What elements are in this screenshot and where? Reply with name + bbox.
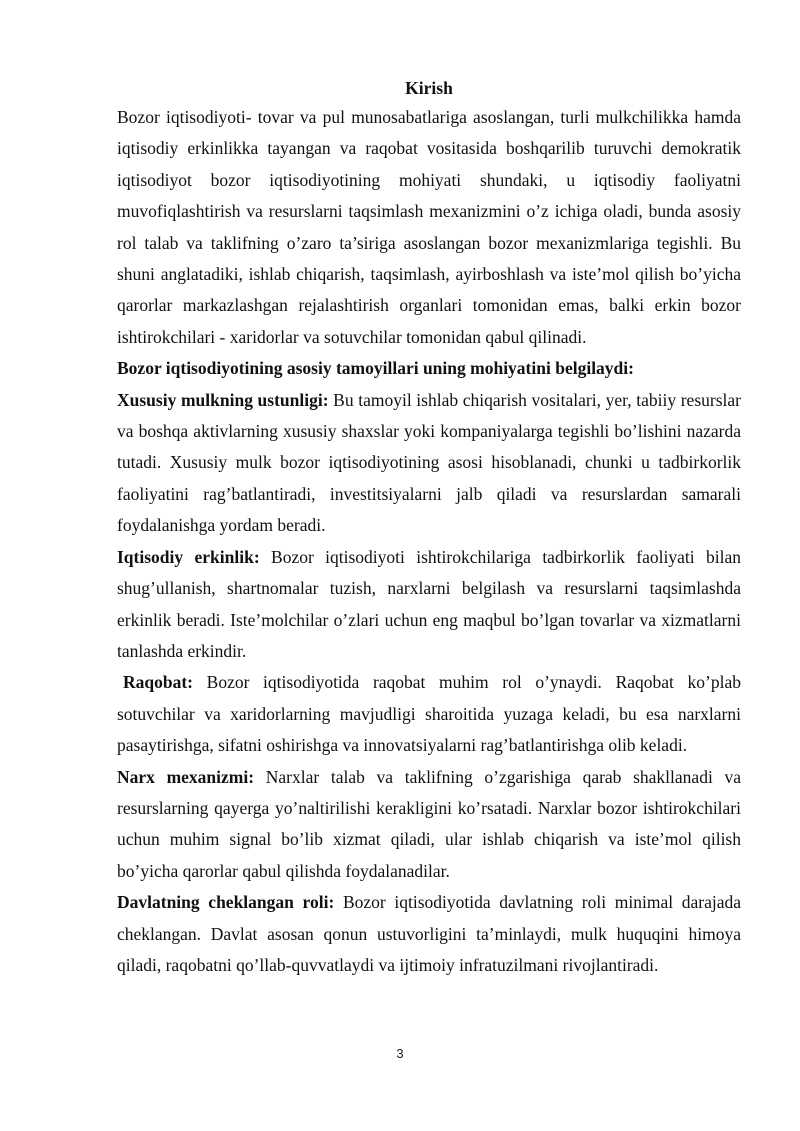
- document-page: [117, 76, 741, 981]
- page-number: 3: [396, 1046, 404, 1061]
- principle-text: Bozor iqtisodiyotida davlatning roli minimal darajada cheklangan. Davlat asosan qonun ustuvorligini ta’minlaydi, mulk huquqini himoya qiladi, raqobatni qo’llab-quvvatlaydi va ijtimoiy infratuzilmani rivojlantiradi.: [117, 892, 741, 975]
- principle-term: Iqtisodiy erkinlik:: [117, 546, 260, 567]
- principle-price-mechanism: [117, 762, 741, 888]
- principle-text: Narxlar talab va taklifning o’zgarishiga qarab shakllanadi va resurslarning qayerga yo’naltirilishi kerakligini ko’rsatadi. Narxlar bozor ishtirokchilari uchun muhim signal bo’lib xizmat qiladi, ular ishlab chiqarish va iste’mol qilish bo’yicha qarorlar qabul qilishda foydalanadilar.: [117, 766, 741, 881]
- principle-text: Bozor iqtisodiyotida raqobat muhim rol o’ynaydi. Raqobat ko’plab sotuvchilar va xaridorlarning mavjudligi sharoitida yuzaga keladi, bu esa narxlarni pasaytirishga, sifatni oshirishga va innovatsiyalarni rag’batlantirishga olib keladi.: [117, 672, 741, 756]
- principles-heading: Bozor iqtisodiyotining asosiy tamoyillari uning mohiyatini belgilaydi:: [117, 358, 634, 379]
- principle-text: Bu tamoyil ishlab chiqarish vositalari, yer, tabiiy resurslar va boshqa aktivlarning xususiy shaxslar yoki kompaniyalarga tegishli bo’lishini nazarda tutadi. Xususiy mulk bozor iqtisodiyotining asosi hisoblanadi, chunki u tadbirkorlik faoliyatini rag’batlantiradi, investitsiyalarni jalb qiladi va resurslardan samarali foydalanishga yordam beradi.: [117, 389, 741, 536]
- principle-competition: [117, 667, 741, 761]
- section-title: Kirish: [405, 78, 453, 98]
- principle-economic-freedom: [117, 542, 741, 668]
- intro-paragraph: Bozor iqtisodiyoti- tovar va pul munosabatlariga asoslangan, turli mulkchilikka hamda iqtisodiy erkinlikka tayangan va raqobat vositasida boshqarilib turuvchi demokratik iqtisodiyot bozor iqtisodiyotining mohiyati shundaki, u iqtisodiy faoliyatni muvofiqlashtirish va resurslarni taqsimlash mexanizmini o’z ichiga oladi, bunda asosiy rol talab va taklifning o’zaro ta’siriga asoslangan bozor mexanizmlariga tegishli. Bu shuni anglatadiki, ishlab chiqarish, taqsimlash, ayirboshlash va iste’mol qilish bo’yicha qarorlar markazlashgan rejalashtirish organlari tomonidan emas, balki erkin bozor ishtirokchilari - xaridorlar va sotuvchilar tomonidan qabul qilinadi.: [117, 107, 741, 347]
- principle-term: Raqobat:: [123, 672, 194, 693]
- principle-limited-state-role: [117, 887, 741, 981]
- principle-text: Bozor iqtisodiyoti ishtirokchilariga tadbirkorlik faoliyati bilan shug’ullanish, shartnomalar tuzish, narxlarni belgilash va resurslarni taqsimlashda erkinlik beradi. Iste’molchilar o’zlari uchun eng maqbul bo’lgan tovarlar va xizmatlarni tanlashda erkindir.: [117, 546, 741, 661]
- principle-term: Narx mexanizmi:: [117, 766, 255, 787]
- principle-private-property: [117, 385, 741, 542]
- principle-term: Davlatning cheklangan roli:: [117, 892, 335, 913]
- principle-term: Xususiy mulkning ustunligi:: [117, 389, 329, 410]
